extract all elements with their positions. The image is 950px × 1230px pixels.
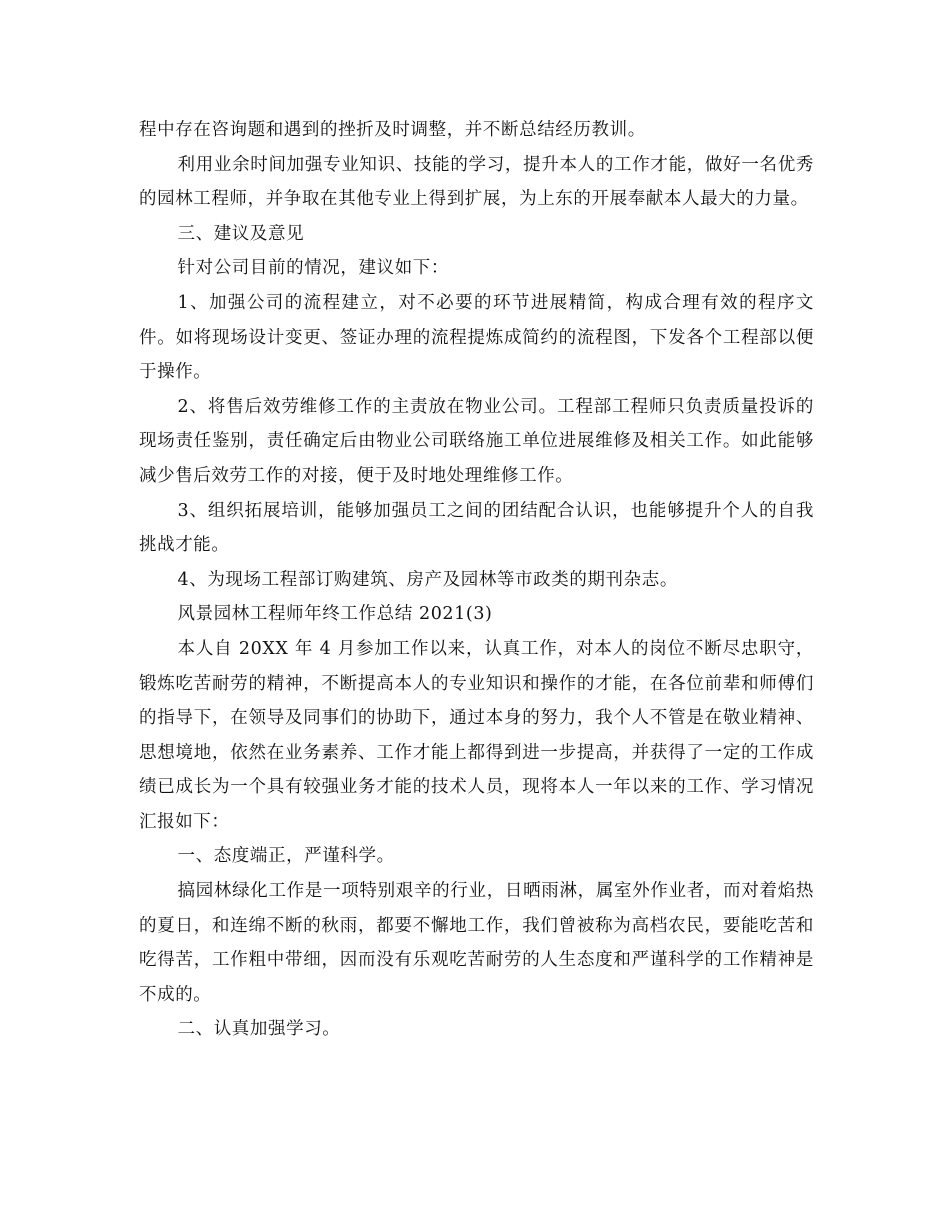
suggestion-item-2: 2、将售后效劳维修工作的主责放在物业公司。工程部工程师只负责质量投诉的现场责任鉴别，责任确定后由物业公司联络施工单位进展维修及相关工作。如此能够减少售后效劳工作的对接，便于及时地处理维修工作。 bbox=[139, 396, 814, 486]
section-heading-suggestions: 三、建议及意见 bbox=[177, 223, 305, 244]
suggestion-item-1: 1、加强公司的流程建立，对不必要的环节进展精简，构成合理有效的程序文件。如将现场设计变更、签证办理的流程提炼成简约的流程图，下发各个工程部以便于操作。 bbox=[139, 292, 814, 383]
paragraph-attitude: 搞园林绿化工作是一项特别艰辛的行业，日晒雨淋，属室外作业者，而对着焰热的夏日，和连绵不断的秋雨，都要不懈地工作，我们曾被称为高档农民，要能吃苦和吃得苦，工作粗中带细，因而没有乐观吃苦耐劳的人生态度和严谨科学的工作精神是不成的。 bbox=[139, 881, 814, 1005]
section-heading-attitude: 一、态度端正，严谨科学。 bbox=[177, 846, 395, 867]
paragraph-suggestions-intro: 针对公司目前的情况，建议如下： bbox=[177, 258, 449, 279]
suggestion-item-4: 4、为现场工程部订购建筑、房产及园林等市政类的期刊杂志。 bbox=[177, 569, 678, 590]
article-title: 风景园林工程师年终工作总结 2021(3) bbox=[177, 604, 493, 625]
paragraph-introduction: 本人自 20XX 年 4 月参加工作以来，认真工作，对本人的岗位不断尽忠职守，锻炼吃苦耐劳的精神，不断提高本人的专业知识和操作的才能，在各位前辈和师傅们的指导下，在领导及同事们的协助下，通过本身的努力，我个人不管是在敬业精神、思想境地，依然在业务素养、工作才能上都得到进一步提高，并获得了一定的工作成绩已成长为一个具有较强业务才能的技术人员，现将本人一年以来的工作、学习情况汇报如下： bbox=[139, 638, 814, 832]
suggestion-item-3: 3、组织拓展培训，能够加强员工之间的团结配合认识，也能够提升个人的自我挑战才能。 bbox=[139, 500, 814, 556]
paragraph-continuation: 程中存在咨询题和遇到的挫折及时调整，并不断总结经历教训。 bbox=[139, 120, 646, 140]
document-body bbox=[139, 113, 814, 1047]
section-heading-learning: 二、认真加强学习。 bbox=[177, 1019, 341, 1040]
paragraph-self-improvement: 利用业余时间加强专业知识、技能的学习，提升本人的工作才能，做好一名优秀的园林工程师，并争取在其他专业上得到扩展，为上东的开展奉献本人最大的力量。 bbox=[139, 154, 814, 210]
